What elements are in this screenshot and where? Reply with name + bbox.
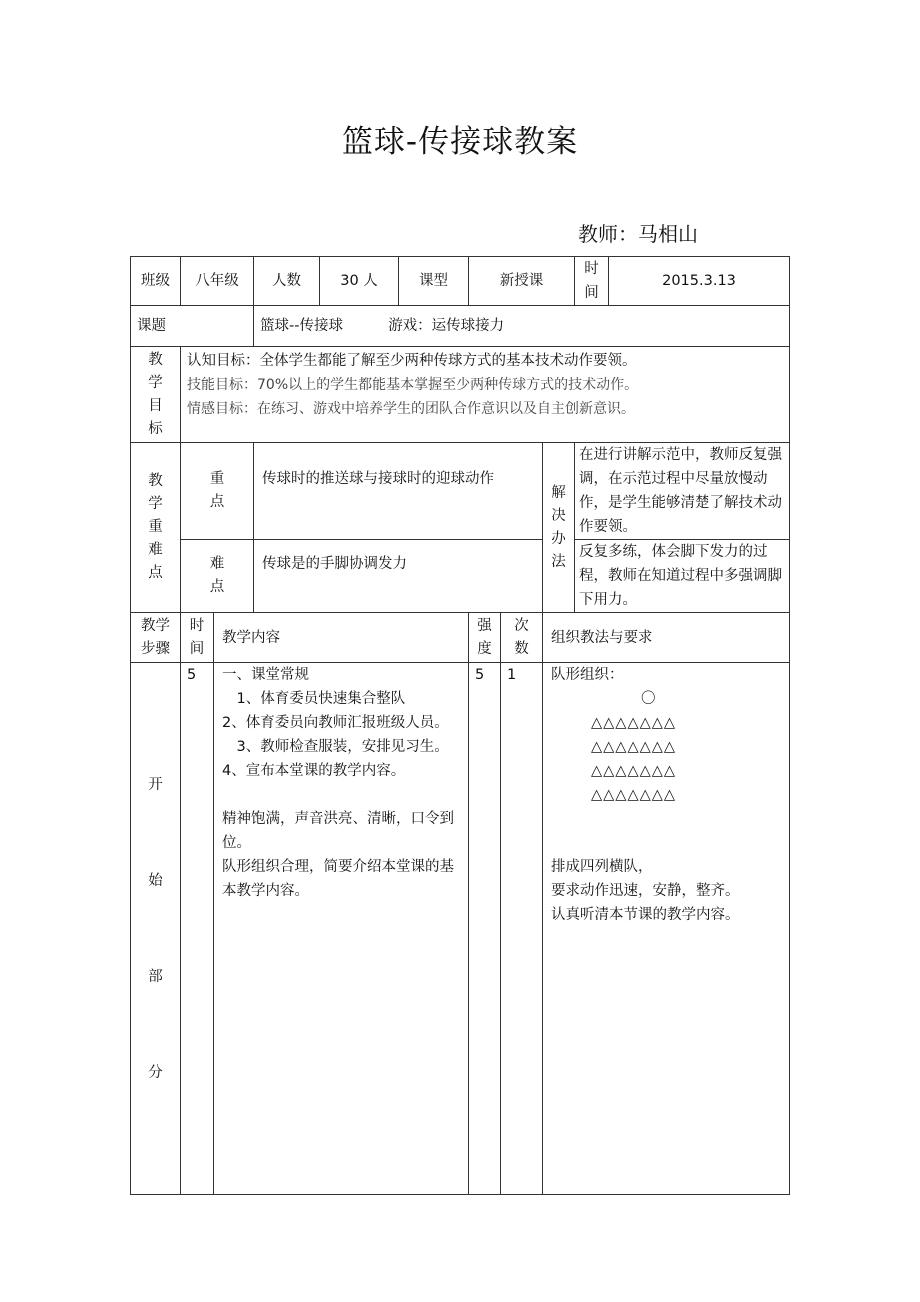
start-time: 5 <box>181 663 214 1195</box>
formation-row: △△△△△△△ <box>591 715 677 731</box>
solve-label: 解 决 办 法 <box>543 443 575 613</box>
solve-key: 在进行讲解示范中，教师反复强调，在示范过程中尽量放慢动作，是学生能够清楚了解技术动作要领。 <box>575 443 790 540</box>
class-label: 班级 <box>131 257 181 306</box>
goals-label: 教 学 目 标 <box>131 347 181 443</box>
goals-content <box>181 347 790 443</box>
topic-value <box>254 306 790 347</box>
keypoints-label: 教 学 重 难 点 <box>131 443 181 613</box>
diff-label: 难 点 <box>181 540 254 613</box>
formation-row: △△△△△△△ <box>591 787 677 803</box>
goal-emotion: 情感目标：在练习、游戏中培养学生的团队合作意识以及自主创新意识。 <box>187 401 635 417</box>
intensity-header: 强 度 <box>469 613 501 663</box>
start-count: 1 <box>501 663 543 1195</box>
times-header: 次 数 <box>501 613 543 663</box>
teacher-position-icon: 〇 <box>641 691 656 707</box>
goal-skill: 技能目标：70%以上的学生都能基本掌握至少两种传球方式的技术动作。 <box>187 377 639 393</box>
start-part-label: 开 始 部 分 <box>131 663 181 1195</box>
formation-row: △△△△△△△ <box>591 739 677 755</box>
time-value: 2015.3.13 <box>609 257 790 306</box>
start-intensity: 5 <box>469 663 501 1195</box>
solve-diff: 反复多练，体会脚下发力的过程，教师在知道过程中多强调脚下用力。 <box>575 540 790 613</box>
goal-cognitive: 认知目标：全体学生都能了解至少两种传球方式的基本技术动作要领。 <box>187 353 637 369</box>
type-value: 新授课 <box>469 257 575 306</box>
method-header: 组织教法与要求 <box>543 613 790 663</box>
count-label: 人数 <box>254 257 320 306</box>
lesson-plan-table <box>130 256 790 1195</box>
time-label: 时间 <box>575 257 609 306</box>
key-text: 传球时的推送球与接球时的迎球动作 <box>254 443 543 540</box>
teacher-name: 教师：马相山 <box>578 222 698 246</box>
start-method: 队形组织： 〇 △△△△△△△ △△△△△△△ △△△△△△△ △△△△△△△ 排成四列横队， 要求动作迅速，安静，整齐。 认真听清本节课的教学内容。 <box>543 663 790 1195</box>
key-label: 重 点 <box>181 443 254 540</box>
type-label: 课型 <box>399 257 469 306</box>
topic-label: 课题 <box>131 306 254 347</box>
diff-text: 传球是的手脚协调发力 <box>254 540 543 613</box>
method-title: 队形组织： <box>551 667 624 683</box>
topic-game: 游戏：运传球接力 <box>388 318 505 334</box>
count-value: 30 人 <box>320 257 399 306</box>
class-value: 八年级 <box>181 257 254 306</box>
topic-text: 篮球--传接球 <box>260 318 343 334</box>
formation-row: △△△△△△△ <box>591 763 677 779</box>
content-header: 教学内容 <box>214 613 469 663</box>
page-title: 篮球-传接球教案 <box>341 124 579 160</box>
time-header: 时 间 <box>181 613 214 663</box>
start-content: 一、课堂常规 1、体育委员快速集合整队 2、体育委员向教师汇报班级人员。 3、教师检查服装，安排见习生。 4、宣布本堂课的教学内容。 精神饱满，声音洪亮、清晰，口令到位。 队形组织合理，简要介绍本堂课的基本教学内容。 <box>214 663 469 1195</box>
step-header: 教学 步骤 <box>131 613 181 663</box>
